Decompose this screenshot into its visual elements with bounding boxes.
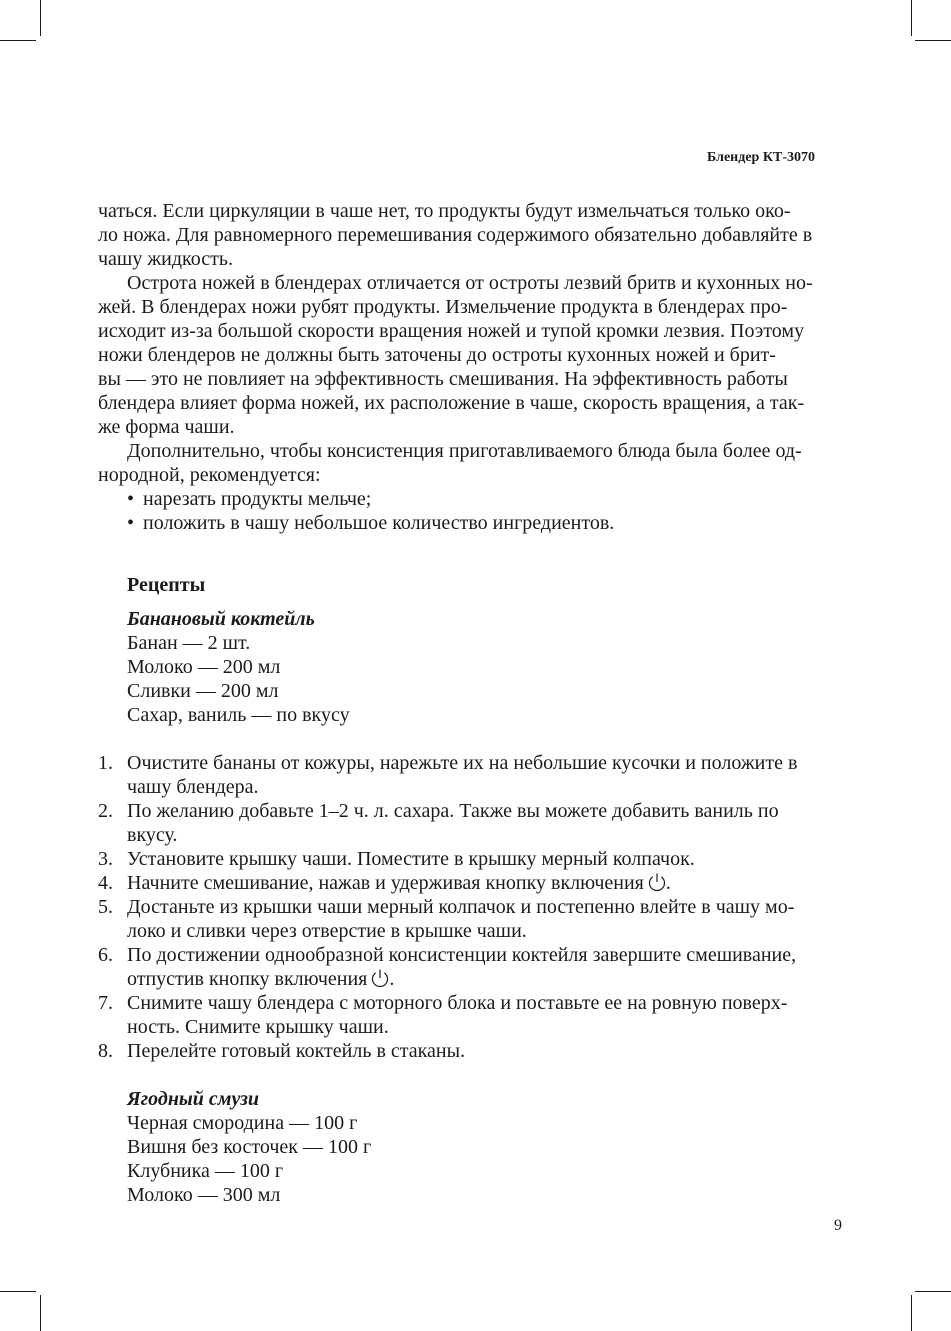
step-text — [127, 871, 815, 895]
step-number: 5. — [98, 896, 113, 918]
ingredient: Черная смородина — 100 г — [127, 1112, 358, 1134]
step-number: 8. — [98, 1040, 113, 1062]
step-line: Достаньте из крышки чаши мерный колпачок и постепенно влейте в чашу мо- — [127, 896, 795, 918]
paragraph-line: жей. В блендерах ножи рубят продукты. Измельчение продукта в блендерах про- — [98, 296, 788, 318]
step-number: 2. — [98, 800, 113, 822]
paragraph-line: чашу жидкость. — [98, 248, 233, 270]
step-number: 7. — [98, 992, 113, 1014]
bullet-item — [98, 487, 815, 511]
ingredient: Молоко — 200 мл — [127, 656, 281, 678]
step-number: 6. — [98, 944, 113, 966]
ingredient: Клубника — 100 г — [127, 1160, 284, 1182]
bullet-item — [98, 511, 815, 535]
step-line: Снимите чашу блендера с моторного блока и поставьте ее на ровную поверх- — [127, 992, 788, 1014]
paragraph-line: Острота ножей в блендерах отличается от остроты лезвий бритв и кухонных но- — [127, 272, 813, 294]
ingredient-list — [98, 1111, 815, 1207]
step-text — [127, 847, 815, 871]
crop-mark-top-right-horizontal — [915, 40, 951, 41]
step-text — [127, 943, 815, 991]
power-icon — [648, 872, 666, 892]
step-line: вкусу. — [127, 824, 178, 846]
crop-mark-top-right-vertical — [911, 0, 912, 36]
step-number: 4. — [98, 872, 113, 894]
step-5 — [98, 895, 815, 943]
step-line: Установите крышку чаши. Поместите в крышку мерный колпачок. — [127, 848, 695, 870]
page-number: 9 — [834, 1217, 842, 1234]
bullet-text: положить в чашу небольшое количество ингредиентов. — [143, 512, 615, 534]
bullet-marker: • — [127, 488, 135, 510]
step-line-suffix: . — [389, 968, 395, 990]
ingredient-list — [98, 631, 815, 727]
crop-mark-top-left-horizontal — [0, 40, 36, 41]
paragraph-line: ножи блендеров не должны быть заточены до остроты кухонных ножей и брит- — [98, 344, 776, 366]
step-3 — [98, 847, 815, 871]
crop-mark-bottom-left-horizontal — [0, 1291, 36, 1292]
crop-mark-bottom-left-vertical — [40, 1295, 41, 1331]
ingredient: Вишня без косточек — 100 г — [127, 1136, 372, 1158]
ingredient: Молоко — 300 мл — [127, 1184, 281, 1206]
bullet-marker: • — [127, 512, 135, 534]
paragraph-line: ло ножа. Для равномерного перемешивания содержимого обязательно добавляйте в — [98, 224, 813, 246]
step-8 — [98, 1039, 815, 1063]
paragraph-line: блендера влияет форма ножей, их расположение в чаше, скорость вращения, а так- — [98, 392, 805, 414]
step-text — [127, 991, 815, 1039]
step-line-suffix: . — [665, 872, 671, 894]
paragraph-line: вы — это не повлияет на эффективность смешивания. На эффективность работы — [98, 368, 788, 390]
step-text — [127, 895, 815, 943]
paragraph — [98, 199, 815, 271]
crop-mark-top-left-vertical — [40, 0, 41, 36]
paragraph-line: Дополнительно, чтобы консистенция приготавливаемого блюда была более од- — [127, 440, 802, 462]
ingredient: Сливки — 200 мл — [127, 680, 279, 702]
running-header: Блендер КТ-3070 — [707, 150, 815, 165]
step-line: локо и сливки через отверстие в крышке чаши. — [127, 920, 527, 942]
section-heading: Рецепты — [127, 574, 206, 596]
bullet-list — [98, 487, 815, 535]
paragraph-line: же форма чаши. — [98, 416, 235, 438]
step-6 — [98, 943, 815, 991]
bullet-text: нарезать продукты мельче; — [143, 488, 372, 510]
power-icon — [371, 968, 389, 988]
crop-mark-bottom-right-horizontal — [915, 1291, 951, 1292]
paragraph-line: чаться. Если циркуляции в чаше нет, то продукты будут измельчаться только око- — [98, 200, 791, 222]
step-line-text: Начните смешивание, нажав и удерживая кнопку включения — [127, 872, 644, 894]
step-2 — [98, 799, 815, 847]
step-line: По достижении однообразной консистенции коктейля завершите смешивание, — [127, 944, 797, 966]
ingredient: Банан — 2 шт. — [127, 632, 251, 654]
step-number: 3. — [98, 848, 113, 870]
step-line: По желанию добавьте 1–2 ч. л. сахара. Также вы можете добавить ваниль по — [127, 800, 779, 822]
paragraph-line: нородной, рекомендуется: — [98, 464, 321, 486]
step-line — [127, 871, 815, 895]
recipe-title: Ягодный смузи — [127, 1088, 260, 1110]
step-line: Перелейте готовый коктейль в стаканы. — [127, 1040, 466, 1062]
recipe-title: Банановый коктейль — [127, 608, 315, 630]
step-line: ность. Снимите крышку чаши. — [127, 1016, 389, 1038]
step-line: Очистите бананы от кожуры, нарежьте их на небольшие кусочки и положите в — [127, 752, 798, 774]
paragraph-line: исходит из-за большой скорости вращения ножей и тупой кромки лезвия. Поэтому — [98, 320, 805, 342]
paragraph — [98, 439, 815, 487]
step-4 — [98, 871, 815, 895]
step-line: чашу блендера. — [127, 776, 259, 798]
step-line — [127, 967, 815, 991]
step-1 — [98, 751, 815, 799]
step-text — [127, 799, 815, 847]
step-text — [127, 751, 815, 799]
step-list — [98, 751, 815, 1063]
step-number: 1. — [98, 752, 113, 774]
paragraph — [98, 271, 815, 439]
crop-mark-bottom-right-vertical — [911, 1295, 912, 1331]
step-line-text: отпустив кнопку включения — [127, 968, 368, 990]
page-content — [98, 199, 815, 1207]
ingredient: Сахар, ваниль — по вкусу — [127, 704, 350, 726]
step-7 — [98, 991, 815, 1039]
step-text — [127, 1039, 815, 1063]
